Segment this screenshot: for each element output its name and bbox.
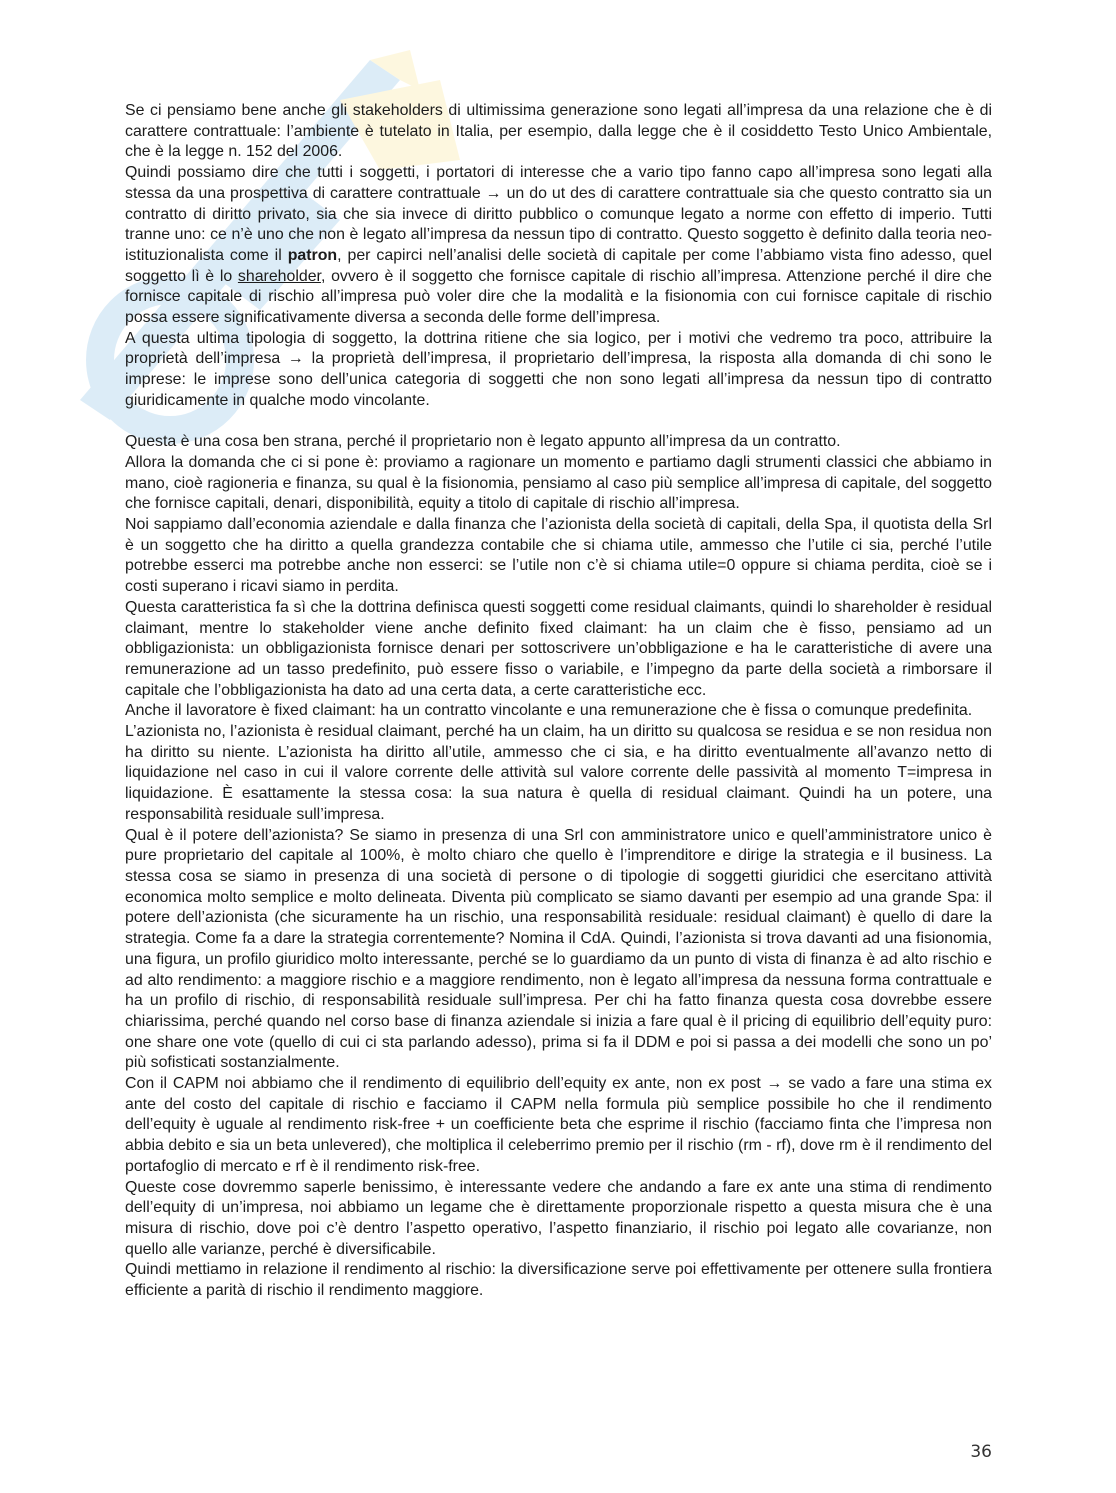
paragraph: A questa ultima tipologia di soggetto, la dottrina ritiene che sia logico, per i motivi che vedremo tra poco, attribuire la proprietà dell’impresa → la proprietà dell’impresa, il proprietario dell’impresa, la risposta alla domanda di chi sono le imprese: le imprese sono dell’unica categoria di soggetti che non sono legati all’impresa da nessun tipo di contratto giuridicamente in qualche modo vincolante. [125, 329, 992, 409]
paragraph: Quindi mettiamo in relazione il rendimento al rischio: la diversificazione serve poi effettivamente per ottenere sulla frontiera efficiente a parità di rischio il rendimento maggiore. [125, 1261, 992, 1300]
paragraph: Questa caratteristica fa sì che la dottrina definisca questi soggetti come residual claimants, quindi lo shareholder è residual claimant, mentre lo stakeholder viene anche definito fixed claimant: ha un claim che è fisso, pensiamo ad un obbligazionista: un obbligazionista fornisce denari per sottoscrivere un’obbligazione e ha le caratteristiche di avere una remunerazione ad un tasso predefinito, può essere fisso o variabile, e l’impegno da parte della società a rimborsare il capitale che l’obbligazionista ha dato ad una certa data, a certe caratteristiche ecc. [125, 598, 992, 699]
document-body [125, 101, 992, 1302]
paragraph: Qual è il potere dell’azionista? Se siamo in presenza di una Srl con amministratore unico e quell’amministratore unico è pure proprietario del capitale al 100%, è molto chiaro che quello è l’imprenditore e dirige la strategia e il business. La stessa cosa se siamo in presenza di una società di persone o di tipologie di soggetti giuridici che esercitano attività economica molto semplice e molto delineata. Diventa più complicato se siamo davanti per esempio ad una grande Spa: il potere dell’azionista (che sicuramente ha un rischio, una responsabilità residuale: residual claimant) è quello di dare la strategia. Come fa a dare la strategia correntemente? Nomina il CdA. Quindi, l’azionista si trova davanti ad una fisionomia, una figura, un profilo giuridico molto interessante, perché se lo guardiamo da un punto di vista di finanza è ad alto rischio e ad alto rendimento: a maggiore rischio e a maggiore rendimento, non è legato all’impresa da nessuna forma contrattuale e ha un profilo di rischio, di responsabilità residuale sull’impresa. Per chi ha fatto finanza questa cosa dovrebbe essere chiarissima, perché quando nel corso base di finanza aziendale si inizia a fare qual è il pricing di equilibrio dell’equity puro: one share one vote (quello di cui ci sta parlando adesso), prima si fa il DDM e poi si passa a dei modelli che sono un po’ più sofisticati sostanzialmente. [125, 826, 992, 1072]
paragraph-text: , per capirci nell’analisi delle società di capitale per come l’abbiamo vista fino adesso, quel soggetto lì è lo [125, 246, 992, 285]
page-number: 36 [970, 1442, 992, 1462]
paragraph-text: , ovvero è il soggetto che fornisce capitale di rischio all’impresa. Attenzione perché il dire che fornisce capitale di rischio all’impresa può voler dire che la modalità e la fisionomia con cui fornisce capitale di rischio possa essere significativamente diversa a seconda delle forme dell’impresa. [125, 267, 993, 327]
paragraph: Noi sappiamo dall’economia aziendale e dalla finanza che l’azionista della società di capitali, della Spa, il quotista della Srl è un soggetto che ha diritto a quella grandezza contabile che si chiama utile, ammesso che l’utile ci sia, perché l’utile potrebbe esserci ma potrebbe anche non esserci: se l’utile non c’è si chiama utile=0 oppure si chiama perdita, cioè se i costi superano i ricavi siamo in perdita. [125, 516, 992, 596]
paragraph: L’azionista no, l’azionista è residual claimant, perché ha un claim, ha un diritto su qualcosa se residua e se non residua non ha diritto su niente. L’azionista ha diritto all’utile, ammesso che ci sia, e ha diritto eventualmente all’avanzo netto di liquidazione nel caso in cui il valore corrente delle attività sul valore corrente delle passività al momento T=impresa in liquidazione. È esattamente la stessa cosa: la sua natura è quella di residual claimant. Quindi ha un potere, una responsabilità residuale sull’impresa. [125, 723, 992, 823]
paragraph: Anche il lavoratore è fixed claimant: ha un contratto vincolante e una remunerazione che è fissa o comunque predefinita. [125, 702, 973, 720]
paragraph: Questa è una cosa ben strana, perché il proprietario non è legato appunto all’impresa da un contratto. [125, 433, 841, 451]
paragraph: Con il CAPM noi abbiamo che il rendimento di equilibrio dell’equity ex ante, non ex post → se vado a fare una stima ex ante del costo del capitale di rischio e facciamo il CAPM nella formula più semplice possibile ho che il rendimento dell’equity è uguale al rendimento risk-free + un coefficiente beta che esprime il rischio (facciamo finta che l’impresa non abbia debito e sia un beta unlevered), che moltiplica il celeberrimo premio per il rischio (rm - rf), dove rm è il rendimento del portafoglio di mercato e rf è il rendimento risk-free. [125, 1075, 992, 1175]
term-patron: patron [287, 246, 338, 264]
paragraph: Se ci pensiamo bene anche gli stakeholders di ultimissima generazione sono legati all’impresa da una relazione che è di carattere contrattuale: l’ambiente è tutelato in Italia, per esempio, dalla legge che è il cosiddetto Testo Unico Ambientale, che è la legge n. 152 del 2006. [125, 102, 992, 161]
paragraph [125, 163, 992, 329]
term-shareholder: shareholder [237, 267, 321, 285]
paragraph: Queste cose dovremmo saperle benissimo, è interessante vedere che andando a fare ex ante una stima di rendimento dell’equity di un’impresa, noi abbiamo un legame che è direttamente proporzionale rispetto a questa misura che è una misura di rischio, dove poi c’è dentro l’aspetto operativo, l’aspetto finanziario, il rischio poi legato alle covarianze, non quello alle varianze, perché è diversificabile. [125, 1178, 992, 1258]
paragraph: Allora la domanda che ci si pone è: proviamo a ragionare un momento e partiamo dagli strumenti classici che abbiamo in mano, cioè ragioneria e finanza, su qual è la fisionomia, pensiamo al caso più semplice all’impresa di capitale, del soggetto che fornisce capitali, denari, disponibilità, equity a titolo di capitale di rischio all’impresa. [125, 453, 992, 513]
paragraph-text: Quindi possiamo dire che tutti i soggetti, i portatori di interesse che a vario tipo fanno capo all’impresa sono legati alla stessa da una prospettiva di carattere contrattuale → un do ut des di carattere contrattuale sia che questo contratto sia un contratto di diritto privato, sia che sia invece di diritto pubblico o comunque legato a norme con effetto di imperio. Tutti tranne uno: ce n’è uno che non è legato all’impresa da nessun tipo di contratto. Questo soggetto è definito dalla teoria neo-istituzionalista come il [125, 164, 992, 264]
